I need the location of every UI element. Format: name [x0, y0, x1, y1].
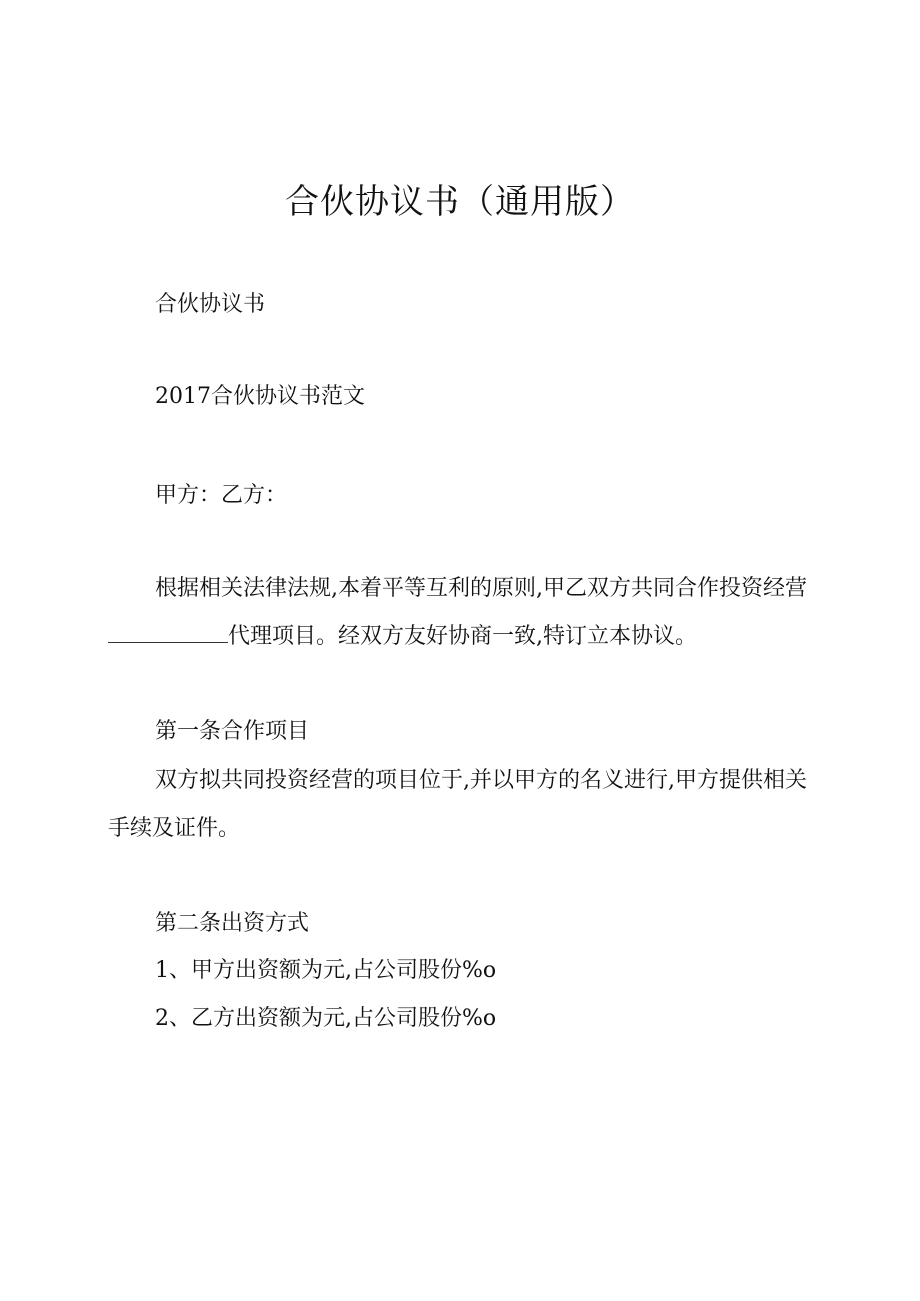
preamble-line-2	[108, 622, 697, 652]
fill-in-blank	[108, 624, 228, 643]
article1-heading: 第一条合作项目	[155, 719, 310, 744]
preamble-line-2-text: 代理项目。经双方友好协商一致,特订立本协议。	[228, 624, 697, 649]
subtitle: 合伙协议书	[155, 292, 266, 317]
article2-item-1: 1、甲方出资额为元,占公司股份%o	[155, 958, 497, 983]
document-title: 合伙协议书（通用版）	[285, 182, 635, 222]
article2-heading: 第二条出资方式	[155, 911, 310, 936]
article2-item-2: 2、乙方出资额为元,占公司股份%o	[155, 1006, 497, 1031]
preamble-line-1: 根据相关法律法规,本着平等互利的原则,甲乙双方共同合作投资经营	[155, 576, 807, 601]
parties-line: 甲方：乙方：	[155, 483, 288, 508]
article1-line-1: 双方拟共同投资经营的项目位于,并以甲方的名义进行,甲方提供相关	[155, 768, 807, 793]
sample-heading: 2017合伙协议书范文	[155, 384, 365, 409]
article1-line-2: 手续及证件。	[108, 816, 241, 841]
